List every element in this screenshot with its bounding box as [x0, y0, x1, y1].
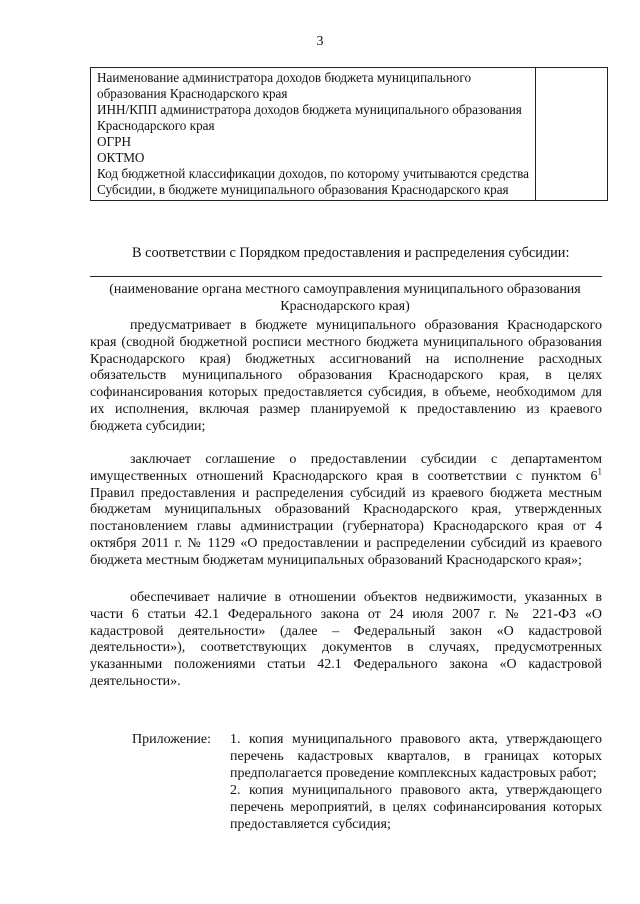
- table-row: Наименование администратора доходов бюджета муниципального образования Краснодарского края: [97, 70, 472, 101]
- fill-in-line: [90, 276, 602, 277]
- paragraph-text: [90, 452, 602, 570]
- table-row: ОКТМО: [97, 150, 145, 165]
- table-row: ОГРН: [97, 134, 132, 149]
- page-number: 3: [316, 34, 324, 49]
- administrator-info-table: [90, 67, 608, 201]
- paragraph-text: обеспечивает наличие в отношении объектов недвижимости, указанных в части 6 статьи 42.1 Федерального закона от 24 июля 2007 г. № 221-ФЗ «О кадастровой деятельности» (далее – Федеральный закон «О кадастровой деятельности»), соответствующих документов в случаях, предусмотренных указанными положениями статьи 42.1 Федерального закона «О кадастровой деятельности».: [90, 590, 602, 689]
- table-row: Код бюджетной классификации доходов, по которому учитываются средства Субсидии, в бюджете муниципального образования Краснодарского края: [97, 166, 529, 197]
- list-item: 2. копия муниципального правового акта, утверждающего перечень мероприятий, в целях софинансирования которых предоставляется субсидия;: [230, 783, 602, 832]
- table-right-cell: [536, 68, 608, 201]
- table-left-cell: [91, 68, 536, 201]
- paragraph-provides: [90, 318, 602, 436]
- appendix-list: [230, 731, 602, 833]
- table-row: ИНН/КПП администратора доходов бюджета муниципального образования Краснодарского края: [97, 102, 522, 133]
- paragraph-ensures: [90, 590, 602, 691]
- paragraph-text: предусматривает в бюджете муниципального образования Краснодарского края (сводной бюджетной росписи местного бюджета муниципального образования Краснодарского края) бюджетных ассигнований на исполнение расходных обязательств муниципального образования Краснодарского края, в целях софинансирования которых предоставляется субсидия, в объеме, необходимом для их исполнения, включая размер планируемой к предоставлению из краевого бюджета субсидии;: [90, 318, 602, 434]
- appendix-label: Приложение:: [132, 732, 212, 747]
- paragraph-agreement: [90, 452, 602, 570]
- paragraph-text-part: заключает соглашение о предоставлении субсидии с департаментом имущественных отношений Краснодарского края в соответствии с пунктом 6: [90, 452, 602, 484]
- superscript: 1: [597, 466, 602, 477]
- paragraph-text-part: Правил предоставления и распределения субсидий из краевого бюджета местным бюджетам муниципальных образований Краснодарского края, утвержденных постановлением главы администрации (губернатора) Краснодарского края от 4 октября 2011 г. № 1129 «О предоставлении и распределении субсидий из краевого бюджета местным бюджетам муниципальных образований Краснодарского края»;: [90, 485, 602, 568]
- intro-text: В соответствии с Порядком предоставления и распределения субсидии:: [132, 245, 570, 261]
- list-item: 1. копия муниципального правового акта, утверждающего перечень кадастровых кварталов, в границах которых предполагается проведение комплексных кадастровых работ;: [230, 732, 602, 781]
- fill-in-caption: (наименование органа местного самоуправления муниципального образования Краснодарского края): [109, 282, 581, 314]
